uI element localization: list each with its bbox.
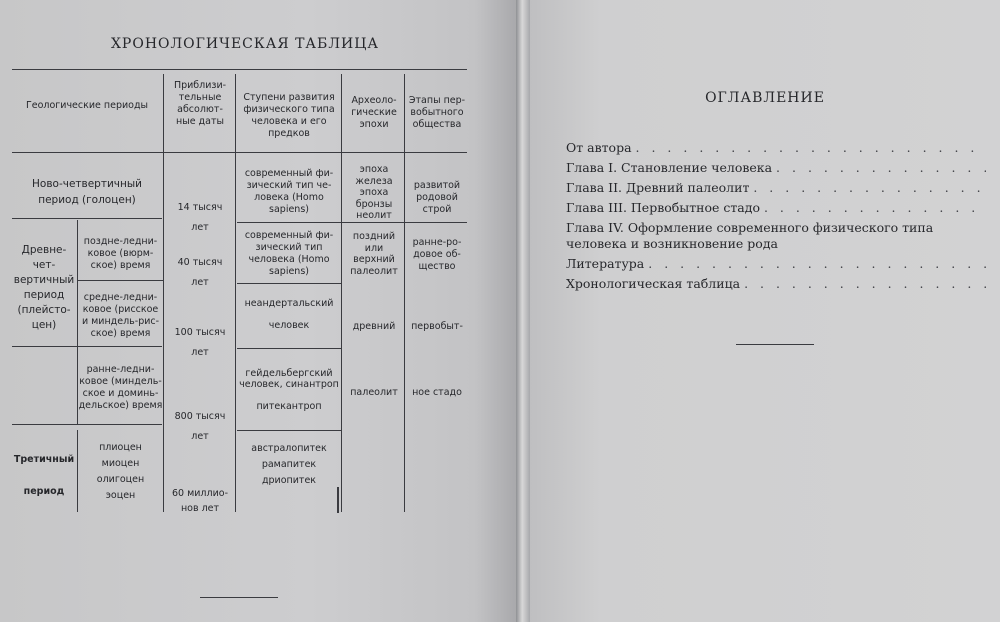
header-society-stages: Этапы пер- вобытного общества bbox=[408, 95, 466, 130]
society-early-clan: ранне-ро- довое об- щество bbox=[412, 237, 462, 272]
stage-rule-3 bbox=[237, 348, 341, 349]
stage-neanderthal: неандертальский человек bbox=[244, 298, 334, 331]
col-rule-1 bbox=[163, 74, 164, 512]
date-14k: 14 тысяч лет bbox=[177, 202, 223, 233]
stage-rule-1 bbox=[237, 222, 467, 223]
col-rule-2 bbox=[235, 74, 236, 512]
right-page bbox=[530, 0, 1000, 622]
stage-homo-sapiens-2: современный фи- зический тип человека (Homo sapiens) bbox=[244, 230, 334, 277]
late-bottom-rule bbox=[78, 280, 163, 281]
epoch-paleolithic: палеолит bbox=[350, 387, 398, 398]
epoch-iron-bronze-neolithic: эпоха железа эпоха бронзы неолит bbox=[355, 164, 393, 221]
table-top-rule bbox=[12, 69, 467, 70]
holocene-bottom-rule bbox=[12, 218, 162, 219]
header-development-stages: Ступени развития физического типа человека и его предков bbox=[243, 92, 335, 139]
col-rule-3 bbox=[341, 74, 342, 512]
header-geological-periods: Геологические периоды bbox=[25, 100, 149, 111]
society-developed-clan: развитой родовой строй bbox=[413, 180, 461, 215]
subperiod-early-glacial: ранне-ледни- ковое (миндель- ское и доминь- дельское) время bbox=[78, 364, 163, 411]
epoch-ancient: древний bbox=[352, 321, 396, 332]
end-mark-left bbox=[200, 597, 278, 598]
toc-item-author[interactable]: От автора . . . bbox=[566, 138, 986, 158]
header-absolute-dates: Приблизи- тельные абсолют- ные даты bbox=[173, 80, 227, 127]
header-bottom-rule bbox=[12, 152, 467, 153]
date-800k: 800 тысяч лет bbox=[174, 411, 226, 442]
period-tertiary: Третичный период bbox=[13, 454, 75, 497]
stage-homo-sapiens-1: современный фи- зический тип че- ловека (Homo sapiens) bbox=[244, 168, 334, 215]
epoch-upper-paleolithic: поздний или верхний палеолит bbox=[350, 231, 398, 277]
chronology-table-title: ХРОНОЛОГИЧЕСКАЯ ТАБЛИЦА bbox=[110, 36, 380, 52]
toc-item-chapter-3[interactable]: Глава III. Первобытное стадо . . . bbox=[566, 198, 986, 218]
toc-item-chapter-1[interactable]: Глава I. Становление человека . . . bbox=[566, 158, 986, 178]
contents-list bbox=[566, 138, 986, 294]
col-rule-4 bbox=[404, 74, 405, 512]
subperiod-middle-glacial: средне-ледни- ковое (рисское и миндель-рис- ское) время bbox=[81, 292, 160, 339]
date-100k: 100 тысяч лет bbox=[174, 327, 226, 358]
subperiod-late-glacial: поздне-ледни- ковое (вюрм- ское) время bbox=[83, 236, 158, 271]
book-gutter bbox=[516, 0, 530, 622]
toc-item-literature[interactable]: Литература . . . bbox=[566, 254, 986, 274]
date-40k: 40 тысяч лет bbox=[177, 257, 223, 288]
stage-rule-4 bbox=[237, 430, 341, 431]
period-holocene: Ново-четвертичный период (голоцен) bbox=[32, 178, 142, 206]
end-mark-right bbox=[736, 344, 814, 345]
toc-item-chapter-2[interactable]: Глава II. Древний палеолит . . . bbox=[566, 178, 986, 198]
period-pleistocene: Древне-чет- вертичный период (плейсто- цен) bbox=[13, 244, 75, 331]
stage-australopithecus: австралопитек рамапитек дриопитек bbox=[251, 443, 327, 486]
toc-item-chapter-4[interactable]: Глава IV. Оформление современного физического типа человека и возникновение рода bbox=[566, 220, 934, 251]
stage-end-rule bbox=[337, 487, 339, 513]
middle-bottom-rule bbox=[12, 346, 162, 347]
date-60m: 60 миллио- нов лет bbox=[171, 488, 228, 514]
contents-title: ОГЛАВЛЕНИЕ bbox=[705, 90, 825, 106]
stage-rule-2 bbox=[237, 283, 341, 284]
society-primitive-part1: первобыт- bbox=[411, 321, 463, 332]
toc-item-chronology-table[interactable]: Хронологическая таблица . . . bbox=[566, 274, 986, 294]
pleistocene-bottom-rule bbox=[12, 424, 162, 425]
subperiod-tertiary-epochs: плиоцен миоцен олигоцен эоцен bbox=[96, 442, 145, 501]
society-primitive-part2: ное стадо bbox=[412, 387, 462, 398]
header-archaeological-epochs: Археоло- гические эпохи bbox=[351, 95, 397, 130]
stage-heidelberg: гейдельбергский человек, синантроп питекантроп bbox=[239, 368, 339, 412]
